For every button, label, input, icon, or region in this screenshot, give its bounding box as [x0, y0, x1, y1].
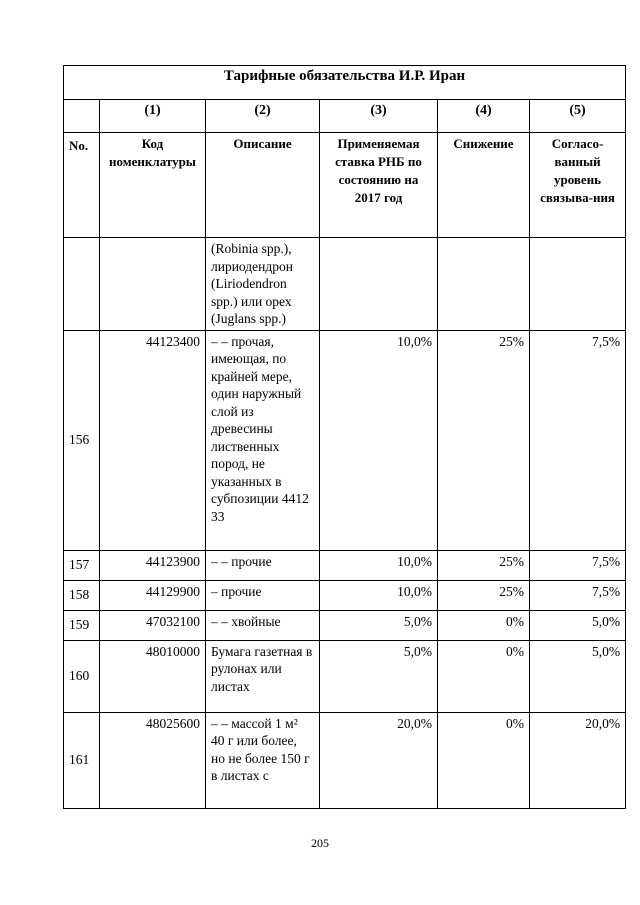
- description-cell: – – хвойные: [206, 610, 320, 640]
- header-reduction: Снижение: [438, 133, 530, 238]
- header-code: Код номенклатуры: [100, 133, 206, 238]
- page-number: 205: [311, 836, 329, 850]
- col-number-1: (1): [100, 100, 206, 133]
- applied-rate-cell: 10,0%: [320, 580, 438, 610]
- nomenclature-code-cell: 44123400: [100, 330, 206, 550]
- nomenclature-code-cell: 47032100: [100, 610, 206, 640]
- bound-level-cell: 5,0%: [530, 640, 626, 712]
- applied-rate-cell: [320, 238, 438, 331]
- bound-level-cell: 7,5%: [530, 580, 626, 610]
- description-cell: Бумага газетная в рулонах или листах: [206, 640, 320, 712]
- nomenclature-code-cell: 48025600: [100, 712, 206, 808]
- applied-rate-cell: 10,0%: [320, 330, 438, 550]
- col-number-4: (4): [438, 100, 530, 133]
- table-row: [64, 238, 626, 331]
- reduction-cell: 25%: [438, 550, 530, 580]
- reduction-cell: 0%: [438, 640, 530, 712]
- nomenclature-code-cell: [100, 238, 206, 331]
- applied-rate-cell: 20,0%: [320, 712, 438, 808]
- tariff-table: [63, 65, 626, 809]
- description-cell: – – массой 1 м² 40 г или более, но не более 150 г в листах с: [206, 712, 320, 808]
- table-row: [64, 640, 626, 712]
- row-number-cell: 161: [64, 712, 100, 808]
- description-cell: – прочие: [206, 580, 320, 610]
- row-number-cell: 157: [64, 550, 100, 580]
- applied-rate-cell: 10,0%: [320, 550, 438, 580]
- nomenclature-code-cell: 48010000: [100, 640, 206, 712]
- table-row: [64, 610, 626, 640]
- nomenclature-code-cell: 44123900: [100, 550, 206, 580]
- reduction-cell: 0%: [438, 712, 530, 808]
- header-applied-rate: Применяемая ставка РНБ по состоянию на 2017 год: [320, 133, 438, 238]
- col-number-empty: [64, 100, 100, 133]
- header-bound-level: Согласо-ванный уровень связыва-ния: [530, 133, 626, 238]
- header-description: Описание: [206, 133, 320, 238]
- table-row: [64, 580, 626, 610]
- table-title: Тарифные обязательства И.Р. Иран: [64, 66, 626, 100]
- applied-rate-cell: 5,0%: [320, 610, 438, 640]
- nomenclature-code-cell: 44129900: [100, 580, 206, 610]
- reduction-cell: 25%: [438, 580, 530, 610]
- row-number-cell: 160: [64, 640, 100, 712]
- applied-rate-cell: 5,0%: [320, 640, 438, 712]
- header-no: No.: [64, 133, 100, 238]
- table-row: [64, 712, 626, 808]
- bound-level-cell: 7,5%: [530, 550, 626, 580]
- description-cell: (Robinia spp.), лириодендрон (Liriodendron spp.) или орех (Juglans spp.): [206, 238, 320, 331]
- col-number-5: (5): [530, 100, 626, 133]
- description-cell: – – прочая, имеющая, по крайней мере, один наружный слой из древесины лиственных пород, не указанных в субпозиции 4412 33: [206, 330, 320, 550]
- reduction-cell: 25%: [438, 330, 530, 550]
- col-number-3: (3): [320, 100, 438, 133]
- row-number-cell: 158: [64, 580, 100, 610]
- col-number-2: (2): [206, 100, 320, 133]
- bound-level-cell: 5,0%: [530, 610, 626, 640]
- table-row: [64, 550, 626, 580]
- reduction-cell: [438, 238, 530, 331]
- description-cell: – – прочие: [206, 550, 320, 580]
- bound-level-cell: 20,0%: [530, 712, 626, 808]
- row-number-cell: [64, 238, 100, 331]
- table-row: [64, 330, 626, 550]
- row-number-cell: 156: [64, 330, 100, 550]
- row-number-cell: 159: [64, 610, 100, 640]
- reduction-cell: 0%: [438, 610, 530, 640]
- bound-level-cell: [530, 238, 626, 331]
- bound-level-cell: 7,5%: [530, 330, 626, 550]
